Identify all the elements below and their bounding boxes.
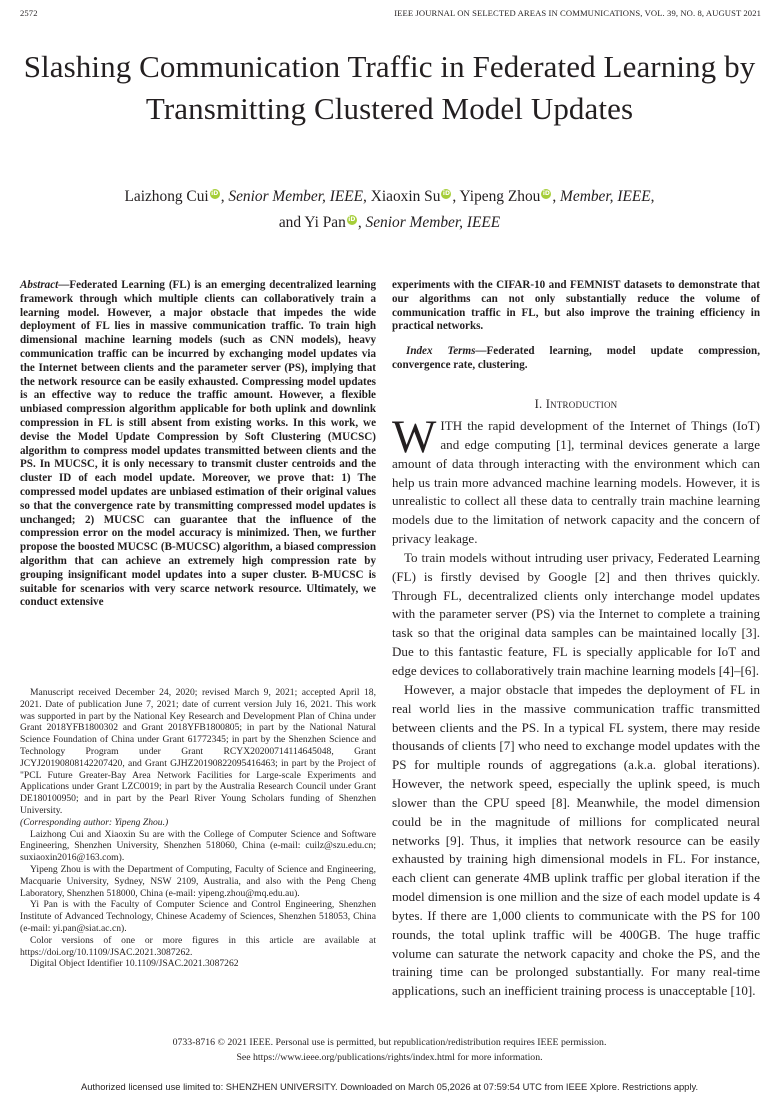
paper-title: Slashing Communication Traffic in Federated Learning by Transmitting Clustered Model Updates (23, 49, 756, 126)
introduction-body (392, 411, 760, 1001)
author-name: Laizhong Cui (124, 188, 209, 205)
orcid-icon[interactable]: iD (442, 190, 450, 197)
intro-paragraph (392, 411, 760, 549)
running-header: IEEE JOURNAL ON SELECTED AREAS IN COMMUNICATIONS, VOL. 39, NO. 8, AUGUST 2021 (394, 8, 761, 18)
author-role: Senior Member, IEEE (228, 188, 364, 205)
abstract-continued: experiments with the CIFAR-10 and FEMNIST datasets to demonstrate that our algorithms can not only substantially reduce the volume of communication traffic in FL, but also improve the training efficiency in practical networks. (392, 279, 760, 333)
author-role: Member, IEEE (560, 188, 651, 205)
drop-cap: W (392, 411, 437, 463)
author-line-2: and Yi Pan iD , Senior Member, IEEE (278, 214, 501, 231)
abstract: Abstract—Federated Learning (FL) is an emerging decentralized learning framework through which multiple clients can collaboratively train a learning model. However, a major obstacle that impedes the wide deployment of FL lies in massive communication traffic. To train high dimensional machine learning models (such as CNN models), heavy communication traffic can be incurred by exchanging model updates via the Internet between clients and the parameter server (PS), implying that the network resource can be easily exhausted. Compressing model updates is an effective way to reduce the traffic amount. However, a flexible unbiased compression algorithm applicable for both uplink and downlink compression in FL is still absent from existing works. In this work, we devise the Model Update Compression by Soft Clustering (MUCSC) algorithm to compress model updates transmitted between clients and the PS. In MUCSC, it is only necessary to transmit cluster centroids and the cluster ID of each model update. Moreover, we prove that: 1) The compressed model updates are unbiased estimation of their original values so that the convergence rate by transmitting compressed model updates is unchanged; 2) MUCSC can guarantee that the influence of the compression error on the model accuracy is minimized. Then, we further propose the boosted MUCSC (B-MUCSC) algorithm, a biased compression algorithm that can achieve an extremely high compression rate by grouping insignificant model updates into a super cluster. B-MUCSC is suitable for scenarios with very scarce network resource. Ultimately, we conduct extensive (20, 279, 376, 609)
index-terms: Index Terms—Federated learning, model update compression, convergence rate, clustering. (392, 345, 760, 371)
footnote-doi: Digital Object Identifier 10.1109/JSAC.2021.3087262 (30, 958, 239, 970)
index-terms-label: Index Terms (406, 345, 476, 357)
footnote-manuscript: Manuscript received December 24, 2020; revised March 9, 2021; accepted April 18, 2021. Date of publication June 7, 2021; date of current version July 16, 2021. This work was supported in part by the National Key Research and Development Plan of China under Grant 2018YFB1800302 and Grant 2018YFB1800805; in part by the National Natural Science Foundation of China under Grant 61772345; in part by the Shenzhen Science and Technology Program under Grant RCYX20200714114645048, Grant JCYJ20190808142207420, and Grant GJHZ20190822095416463; in part by the Project of "PCL Future Greater-Bay Area Network Facilities for Large-scale Experiments and Applications under Grant LZC0019; in part by the Australia Research Council under Grant DE180100950; and in part by the Pearl River Young Scholars funding of Shenzhen University. (20, 687, 376, 816)
footnote-affiliation: Yipeng Zhou is with the Department of Computing, Faculty of Science and Engineering, Macquarie University, Sydney, NSW 2109, Australia, and also with the Peng Cheng Laboratory, Shenzhen 518000, China (e-mail: yipeng.zhou@mq.edu.au). (20, 863, 376, 899)
copyright-line: 0733-8716 © 2021 IEEE. Personal use is permitted, but republication/redistribution requires IEEE permission. (172, 1037, 607, 1048)
author-name: Yipeng Zhou (459, 188, 541, 205)
section-number: I. (534, 397, 543, 411)
footnote-affiliation: Yi Pan is with the Faculty of Computer Science and Control Engineering, Shenzhen Institute of Advanced Technology, Chinese Academy of Sciences, Shenzhen 518053, China (e-mail: yi.pan@siat.ac.cn). (20, 899, 376, 934)
author-name: Yi Pan (304, 214, 346, 231)
abstract-label: Abstract (20, 279, 59, 291)
section-heading (392, 397, 760, 412)
author-name: Xiaoxin Su (370, 188, 441, 205)
section-title: Introduction (545, 397, 618, 411)
paragraph-text: ITH the rapid development of the Internet of Things (IoT) and edge computing [1], terminal devices generate a large amount of data through interacting with the environment which can help us train more advanced machine learning models. However, it is unrealistic to collect all these data to centrally train machine learning models due to the limitation of network capacity and the concern of privacy leakage. (392, 418, 760, 547)
author-list (0, 184, 779, 236)
footnote-corresponding: (Corresponding author: Yipeng Zhou.) (20, 816, 169, 828)
intro-paragraph: To train models without intruding user privacy, Federated Learning (FL) is firstly devised by Google [2] and then thrives quickly. Through FL, decentralized clients only interchange model updates with the parameter server (PS) via the Internet to complete a training task so that the original data samples can be maintained locally [3]. Due to this fantastic feature, FL is specially applicable for IoT and edge devices to collaboratively train machine learning models [4]–[6]. (392, 549, 760, 678)
index-terms-text: Federated learning, model update compression, convergence rate, clustering. (392, 345, 760, 371)
orcid-icon[interactable]: iD (542, 190, 550, 197)
page-number: 2572 (20, 8, 38, 18)
intro-paragraph: However, a major obstacle that impedes the deployment of FL in real world lies in the massive communication traffic transmitted between clients and the PS. In a typical FL system, there may reside thousands of clients [7] who need to exchange model updates with the PS for multiple rounds of aggregations (a.k.a. global iterations). However, the network speed, especially the uplink speed, is much slower than the CPU speed [8]. Meanwhile, the model dimension could be in the magnitude of millions for complicated neural networks [9]. Thus, it implies that network resource can be easily exhausted by training high dimensional models in FL. For instance, each client can generate 4MB uplink traffic per global iteration if the model dimension is one million and the size of each model update is 4 bytes. If there are 1,000 clients to communicate with the PS for 100 rounds, the total uplink traffic will be 400GB. The huge traffic volume can saturate the network capacity and choke the PS, and the training time can be prolonged substantially. For many real-time applications, such an inefficient training process is unacceptable [10]. (392, 681, 760, 999)
orcid-icon[interactable]: iD (211, 190, 219, 197)
copyright-notice (0, 1036, 779, 1065)
copyright-line: See https://www.ieee.org/publications/rights/index.html for more information. (236, 1051, 543, 1063)
footnotes (20, 687, 376, 970)
author-conjunction: and (278, 214, 302, 231)
abstract-text: Federated Learning (FL) is an emerging decentralized learning framework through which multiple clients can collaboratively train a learning model. However, a major obstacle that impedes the wide deployment of FL lies in massive communication traffic. To train high dimensional machine learning models (such as CNN models), heavy communication traffic can be incurred by exchanging model updates via the Internet between clients and the parameter server (PS), implying that the network resource can be easily exhausted. Compressing model updates is an effective way to reduce the traffic amount. However, a flexible unbiased compression algorithm applicable for both uplink and downlink compression in FL is still absent from existing works. In this work, we devise the Model Update Compression by Soft Clustering (MUCSC) algorithm to compress model updates transmitted between clients and the PS. In MUCSC, it is only necessary to transmit cluster centroids and the cluster ID of each model update. Moreover, we prove that: 1) The compressed model updates are unbiased estimation of their original values so that the convergence rate by transmitting compressed model updates is unchanged; 2) MUCSC can guarantee that the influence of the compression error on the model accuracy is minimized. Then, we further propose the boosted MUCSC (B-MUCSC) algorithm, a biased compression algorithm that can achieve an extremely high compression rate by grouping insignificant model updates into a super cluster. B-MUCSC is suitable for scenarios with very scarce network resource. Ultimately, we conduct extensive (20, 279, 376, 609)
footnote-color: Color versions of one or more figures in this article are available at https://doi.org/10.1109/JSAC.2021.3087262. (20, 934, 376, 958)
author-line-1: Laizhong Cui iD , Senior Member, IEEE, Xiaoxin Su iD , Yipeng Zhou iD , Member, IEEE, (124, 188, 655, 205)
footnote-affiliation: Laizhong Cui and Xiaoxin Su are with the College of Computer Science and Software Engineering, Shenzhen University, Shenzhen 518060, China (e-mail: cuilz@szu.edu.cn; suxiaoxin2016@163.com). (20, 828, 376, 864)
license-notice: Authorized licensed use limited to: SHENZHEN UNIVERSITY. Downloaded on March 05,2026 at 07:59:54 UTC from IEEE Xplore. Restrictions apply. (80, 1081, 699, 1092)
author-role: Senior Member, IEEE (365, 214, 501, 231)
orcid-icon[interactable]: iD (348, 216, 356, 223)
